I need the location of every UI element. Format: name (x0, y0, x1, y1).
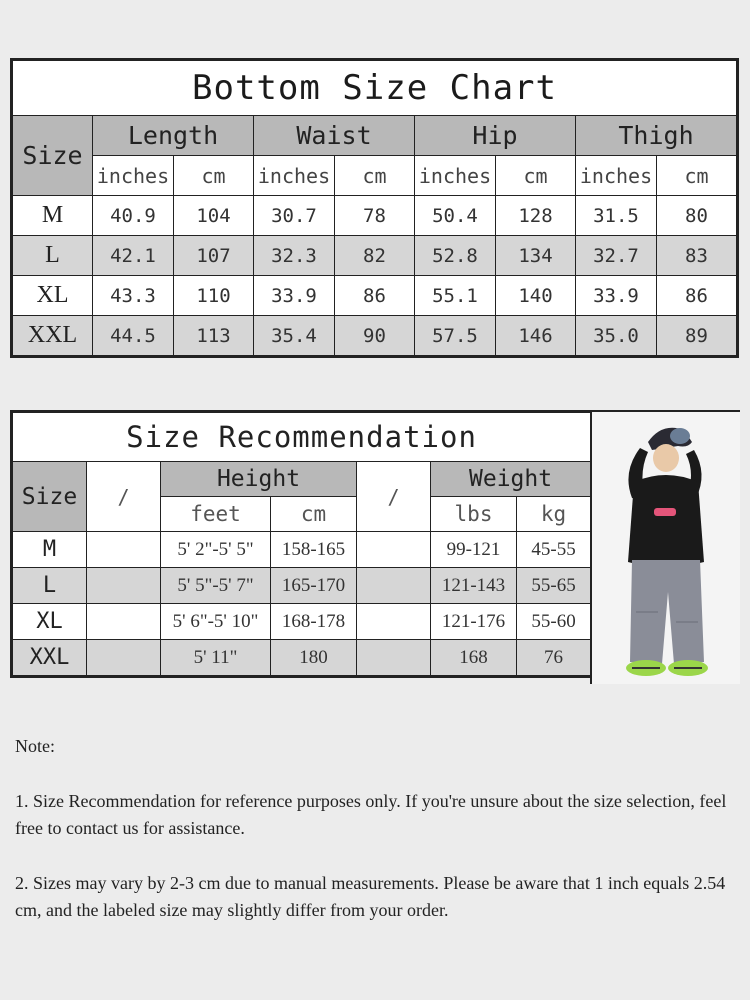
thigh-inches: 32.7 (576, 236, 657, 276)
model-photo (590, 412, 740, 684)
unit-kg: kg (517, 497, 591, 532)
unit-cm: cm (496, 156, 576, 196)
empty-cell (87, 640, 161, 676)
height-cm: 180 (271, 640, 357, 676)
height-feet: 5' 2"-5' 5" (161, 532, 271, 568)
unit-inches: inches (93, 156, 174, 196)
thigh-cm: 80 (657, 196, 737, 236)
size-column-header: Size (13, 116, 93, 196)
hip-cm: 134 (496, 236, 576, 276)
thigh-inches: 33.9 (576, 276, 657, 316)
hip-inches: 52.8 (415, 236, 496, 276)
size-label: L (13, 568, 87, 604)
table-row (13, 568, 591, 604)
size-label: M (13, 196, 93, 236)
length-inches: 44.5 (93, 316, 174, 356)
unit-lbs: lbs (431, 497, 517, 532)
empty-cell (357, 640, 431, 676)
slash-divider: / (357, 462, 431, 532)
height-feet: 5' 6"-5' 10" (161, 604, 271, 640)
length-cm: 113 (174, 316, 254, 356)
recommendation-table (12, 412, 591, 676)
hip-inches: 57.5 (415, 316, 496, 356)
note-1: 1. Size Recommendation for reference purposes only. If you're unsure about the size selection, feel free to contact us for assistance. (15, 791, 727, 838)
height-header: Height (161, 462, 357, 497)
hip-header: Hip (415, 116, 576, 156)
empty-cell (357, 604, 431, 640)
table-row (13, 276, 737, 316)
empty-cell (357, 532, 431, 568)
empty-cell (87, 568, 161, 604)
table-row (13, 316, 737, 356)
notes-heading: Note: (15, 736, 55, 756)
hip-inches: 50.4 (415, 196, 496, 236)
notes-section (15, 733, 735, 924)
waist-inches: 35.4 (254, 316, 335, 356)
unit-feet: feet (161, 497, 271, 532)
weight-kg: 55-65 (517, 568, 591, 604)
model-illustration (592, 412, 740, 684)
unit-cm: cm (271, 497, 357, 532)
length-cm: 110 (174, 276, 254, 316)
note-2: 2. Sizes may vary by 2-3 cm due to manual measurements. Please be aware that 1 inch equals 2.54 cm, and the labeled size may slightly differ from your order. (15, 873, 726, 920)
empty-cell (87, 532, 161, 568)
waist-cm: 78 (335, 196, 415, 236)
hip-cm: 146 (496, 316, 576, 356)
size-label: XL (13, 604, 87, 640)
slash-divider: / (87, 462, 161, 532)
height-feet: 5' 5"-5' 7" (161, 568, 271, 604)
height-cm: 168-178 (271, 604, 357, 640)
table-row (13, 196, 737, 236)
table-row (13, 604, 591, 640)
length-inches: 42.1 (93, 236, 174, 276)
waist-header: Waist (254, 116, 415, 156)
table-row (13, 236, 737, 276)
unit-cm: cm (174, 156, 254, 196)
thigh-cm: 86 (657, 276, 737, 316)
height-cm: 158-165 (271, 532, 357, 568)
waist-cm: 90 (335, 316, 415, 356)
unit-cm: cm (657, 156, 737, 196)
waist-cm: 86 (335, 276, 415, 316)
length-inches: 40.9 (93, 196, 174, 236)
unit-cm: cm (335, 156, 415, 196)
recommendation-title: Size Recommendation (13, 413, 591, 462)
weight-kg: 45-55 (517, 532, 591, 568)
size-label: XXL (13, 316, 93, 356)
waist-inches: 30.7 (254, 196, 335, 236)
empty-cell (357, 568, 431, 604)
unit-inches: inches (415, 156, 496, 196)
hip-cm: 128 (496, 196, 576, 236)
unit-inches: inches (254, 156, 335, 196)
size-column-header: Size (13, 462, 87, 532)
height-cm: 165-170 (271, 568, 357, 604)
size-chart-table (12, 60, 737, 356)
waist-inches: 33.9 (254, 276, 335, 316)
size-label: M (13, 532, 87, 568)
length-cm: 104 (174, 196, 254, 236)
empty-cell (87, 604, 161, 640)
waist-inches: 32.3 (254, 236, 335, 276)
height-feet: 5' 11" (161, 640, 271, 676)
waist-cm: 82 (335, 236, 415, 276)
size-label: XL (13, 276, 93, 316)
thigh-header: Thigh (576, 116, 737, 156)
length-inches: 43.3 (93, 276, 174, 316)
weight-kg: 76 (517, 640, 591, 676)
thigh-cm: 83 (657, 236, 737, 276)
size-label: L (13, 236, 93, 276)
weight-lbs: 121-176 (431, 604, 517, 640)
weight-header: Weight (431, 462, 591, 497)
table-row (13, 532, 591, 568)
hip-inches: 55.1 (415, 276, 496, 316)
bottom-size-chart (10, 58, 739, 358)
thigh-inches: 35.0 (576, 316, 657, 356)
hip-cm: 140 (496, 276, 576, 316)
size-chart-title: Bottom Size Chart (13, 61, 737, 116)
size-label: XXL (13, 640, 87, 676)
length-header: Length (93, 116, 254, 156)
length-cm: 107 (174, 236, 254, 276)
unit-inches: inches (576, 156, 657, 196)
thigh-cm: 89 (657, 316, 737, 356)
thigh-inches: 31.5 (576, 196, 657, 236)
weight-lbs: 168 (431, 640, 517, 676)
weight-lbs: 121-143 (431, 568, 517, 604)
weight-lbs: 99-121 (431, 532, 517, 568)
table-row (13, 640, 591, 676)
weight-kg: 55-60 (517, 604, 591, 640)
